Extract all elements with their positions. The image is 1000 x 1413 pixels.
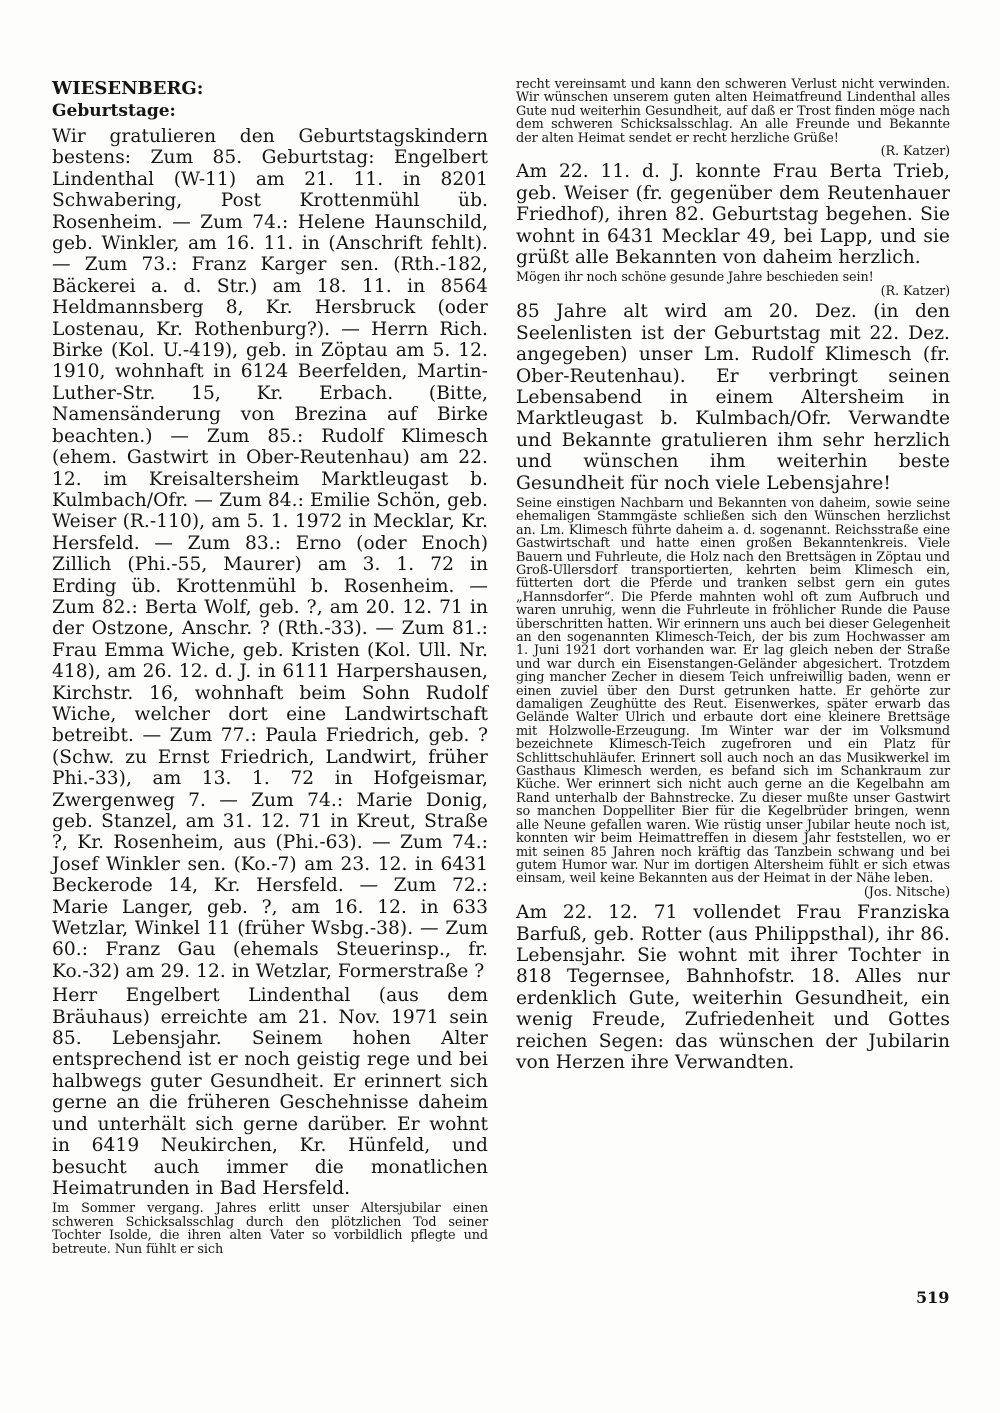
author-signature: (R. Katzer) (880, 144, 950, 160)
page-number: 519 (916, 1288, 950, 1307)
left-column (52, 78, 488, 1256)
trieb-birthday-paragraph: Am 22. 11. d. J. konnte Frau Berta Trieb, geb. Weiser (fr. gegenüber dem Reutenhauer Friedhof), ihren 82. Geburtstag begehen. Sie wohnt in 6431 Mecklar 49, bei Lapp, und sie grüßt alle Bekannten von daheim herzlich. (516, 161, 950, 269)
section-heading: WIESENBERG: (52, 78, 204, 99)
birthday-list-paragraph: Wir gratulieren den Geburtstagskindern bestens: Zum 85. Geburtstag: Engelbert Lindenthal (W-11) am 21. 11. in 8201 Schwabering, Post Krottenmühl üb. Rosenheim. — Zum 74.: Helene Haunschild, geb. Winkler, am 16. 11. in (Anschrift fehlt). — Zum 73.: Franz Karger sen. (Rth.-182, Bäckerei a. d. Str.) am 18. 11. in 8564 Heldmannsberg 8, Kr. Hersbruck (oder Lostenau, Kr. Rothenburg?). — Herrn Rich. Birke (Kol. U.-419), geb. in Zöptau am 5. 12. 1910, wohnhaft in 6124 Beerfelden, Martin-Luther-Str. 15, Kr. Erbach. (Bitte, Namensänderung von Brezina auf Birke beachten.) — Zum 85.: Rudolf Klimesch (ehem. Gastwirt in Ober-Reutenhau) am 22. 12. im Kreisaltersheim Marktleugast b. Kulmbach/Ofr. — Zum 84.: Emilie Schön, geb. Weiser (R.-110), am 5. 1. 1972 in Mecklar, Kr. Hersfeld. — Zum 83.: Erno (oder Enoch) Zillich (Phi.-55, Maurer) am 3. 1. 72 in Erding üb. Krottenmühl b. Rosenheim. — Zum 82.: Berta Wolf, geb. ?, am 20. 12. 71 in der Ostzone, Anschr. ? (Rth.-33). — Zum 81.: Frau Emma Wiche, geb. Kristen (Kol. Ull. Nr. 418), am 26. 12. d. J. in 6111 Harpershausen, Kirchstr. 16, wohnhaft beim Sohn Rudolf Wiche, welcher dort eine Landwirtschaft betreibt. — Zum 77.: Paula Friedrich, geb. ? (Schw. zu Ernst Friedrich, Landwirt, früher Phi.-33), am 13. 1. 72 in Hofgeismar, Zwergenweg 7. — Zum 74.: Marie Donig, geb. Stanzel, am 31. 12. 71 in Kreut, Straße ?, Kr. Rosenheim, aus (Phi.-63). — Zum 74.: Josef Winkler sen. (Ko.-7) am 23. 12. in 6431 Beckerode 14, Kr. Hersfeld. — Zum 72.: Marie Langer, geb. ?, am 16. 12. in 633 Wetzlar, Winkel 11 (früher Wsbg.-38). — Zum 60.: Franz Gau (ehemals Steuerinsp., fr. Ko.-32) am 29. 12. in Wetzlar, Formerstraße ? (52, 126, 488, 982)
author-signature: (R. Katzer) (880, 283, 950, 299)
klimesch-memories-paragraph: Seine einstigen Nachbarn und Bekannten von daheim, sowie seine ehemaligen Stammgäste schließen sich den Wünschen herzlichst an. Lm. Klimesch führte daheim a. d. sogenannt. Reichsstraße eine Gastwirtschaft und hatte einen großen Bekanntenkreis. Viele Bauern und Fuhrleute, die Holz nach den Brettsägen in Zöptau und Groß-Ullersdorf transportierten, kehrten beim Klimesch ein, fütterten dort die Pferde und tranken selbst gern ein gutes „Hannsdorfer“. Die Pferde mahnten wohl oft zum Aufbruch und waren unruhig, wenn die Fuhrleute in fröhlicher Runde die Pause überschritten hatten. Wir erinnern uns auch bei dieser Gelegenheit an den sogenannten Klimesch-Teich, der bis zum Hochwasser am 1. Juni 1921 dort vorhanden war. Er lag gleich neben der Straße und war durch ein Eisenstangen-Geländer abgesichert. Trotzdem ging mancher Zecher in diesem Teich unfreiwillig baden, wenn er einen zuviel über den Durst getrunken hatte. Er gehörte zur damaligen Zeughütte des Reut. Eisenwerkes, später erwarb das Gelände Walter Ulrich und erbaute dort eine kleinere Brettsäge mit Holzwolle-Erzeugung. Im Winter war der im Volksmund bezeichnete Klimesch-Teich zugefroren und ein Platz für Schlittschuhläufer. Erinnert soll auch noch an das Musikwerkel im Gasthaus Klimesch werden, es befand sich im Schankraum zur Küche. Wer erinnert sich nicht auch gerne an die Kegelbahn am Rand unterhalb der Bahnstrecke. Zu dieser mußte unser Gastwirt so manchen Doppelliter Bier für die Kegelbrüder bringen, wenn alle Neune gefallen waren. Wie rüstig unser Jubilar heute noch ist, konnten wir beim Heimattreffen in diesem Jahr feststellen, wo er mit seinen 85 Jahren noch kräftig das Tanzbein schwang und bei gutem Humor war. Nur im dortigen Altersheim fühlt er sich etwas einsam, weil keine Bekannten aus der Heimat in der Nähe leben. (516, 495, 950, 887)
trieb-wishes-paragraph: Mögen ihr noch schöne gesunde Jahre beschieden sein! (516, 270, 874, 286)
lindenthal-article-small-paragraph: Im Sommer vergang. Jahres erlitt unser Altersjubilar einen schweren Schicksalsschlag durch den plötzlichen Tod seiner Tochter Isolde, die ihren alten Vater so vorbildlich pflegte und betreute. Nun fühlt er sich (52, 1201, 488, 1257)
klimesch-birthday-paragraph: 85 Jahre alt wird am 20. Dez. (in den Seelenlisten ist der Geburtstag mit 22. Dez. angegeben) unser Lm. Rudolf Klimesch (fr. Ober-Reutenhau). Er verbringt seinen Lebensabend in einem Altersheim in Marktleugast b. Kulmbach/Ofr. Verwandte und Bekannte gratulieren ihm sehr herzlich und wünschen ihm weiterhin beste Gesundheit für noch viele Lebensjahre! (516, 301, 950, 494)
author-signature: (Jos. Nitsche) (863, 884, 950, 900)
right-column (516, 78, 950, 1073)
barfuss-birthday-paragraph: Am 22. 12. 71 vollendet Frau Franziska Barfuß, geb. Rotter (aus Philippsthal), ihr 86. Lebensjahr. Sie wohnt mit ihrer Tochter in 818 Tegernsee, Bahnhofstr. 18. Alles nur erdenklich Gute, weiterhin Gesundheit, ein wenig Freude, Zufriedenheit und Gottes reichen Segen: das wünschen der Jubilarin von Herzen ihre Verwandten. (516, 902, 950, 1073)
lindenthal-article-paragraph: Herr Engelbert Lindenthal (aus dem Bräuhaus) erreichte am 21. Nov. 1971 sein 85. Lebensjahr. Seinem hohen Alter entsprechend ist er noch geistig rege und bei halbwegs guter Gesundheit. Er erinnert sich gerne an die früheren Geschehnisse daheim und unterhält sich gerne darüber. Er wohnt in 6419 Neukirchen, Kr. Hünfeld, und besucht auch immer die monatlichen Heimatrunden in Bad Hersfeld. (52, 985, 488, 1199)
lindenthal-article-continued: recht vereinsamt und kann den schweren Verlust nicht verwinden. Wir wünschen unserem guten alten Heimatfreund Lindenthal alles Gute nud weiterhin Gesundheit, auf daß er Trost finden möge nach dem schweren Schicksalsschlag. An alle Freunde und Bekannte der alten Heimat sendet er recht herzliche Grüße! (516, 77, 950, 146)
section-subheading: Geburtstage: (52, 101, 176, 121)
